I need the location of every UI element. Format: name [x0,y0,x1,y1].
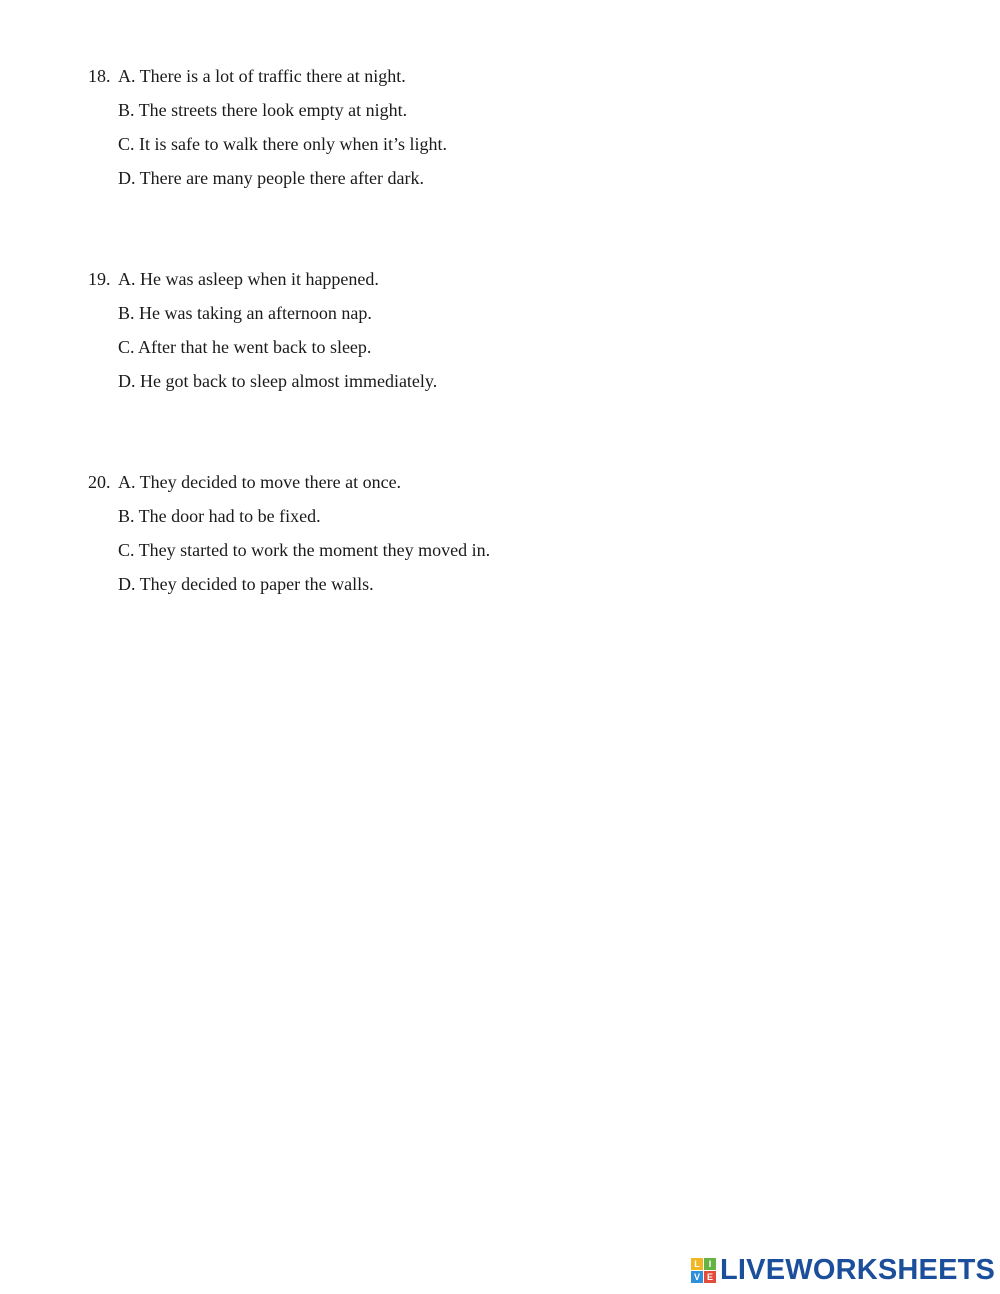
question-20-option-b: B. The door had to be fixed. [118,506,321,526]
logo-letter: V [691,1271,703,1283]
logo-letter: E [704,1271,716,1283]
question-19-option-d: D. He got back to sleep almost immediately. [118,371,438,391]
brand-text: LIVEWORKSHEETS [720,1254,996,1286]
logo-letter: I [704,1258,716,1270]
option-text: A. They decided to move there at once. [118,472,402,492]
question-18-option-a [88,59,788,93]
question-19-option-c: C. After that he went back to sleep. [118,337,372,357]
option-text: A. There is a lot of traffic there at night. [118,66,406,86]
question-19 [88,262,788,398]
question-18-option-d: D. There are many people there after dark. [118,168,425,188]
question-19-option-a [88,262,788,296]
question-number: 20. [88,472,111,492]
question-number: 18. [88,66,111,86]
question-18 [88,59,788,195]
option-text: A. He was asleep when it happened. [118,269,379,289]
liveworksheets-brand [691,1255,995,1285]
question-20-option-d: D. They decided to paper the walls. [118,574,374,594]
question-20 [88,465,788,601]
question-number: 19. [88,269,111,289]
liveworksheets-logo-icon [691,1258,716,1283]
question-20-option-c: C. They started to work the moment they moved in. [118,540,491,560]
question-19-option-b: B. He was taking an afternoon nap. [118,303,372,323]
question-18-option-b: B. The streets there look empty at night. [118,100,408,120]
question-18-option-c: C. It is safe to walk there only when it’s light. [118,134,447,154]
logo-letter: L [691,1258,703,1270]
question-20-option-a [88,465,788,499]
